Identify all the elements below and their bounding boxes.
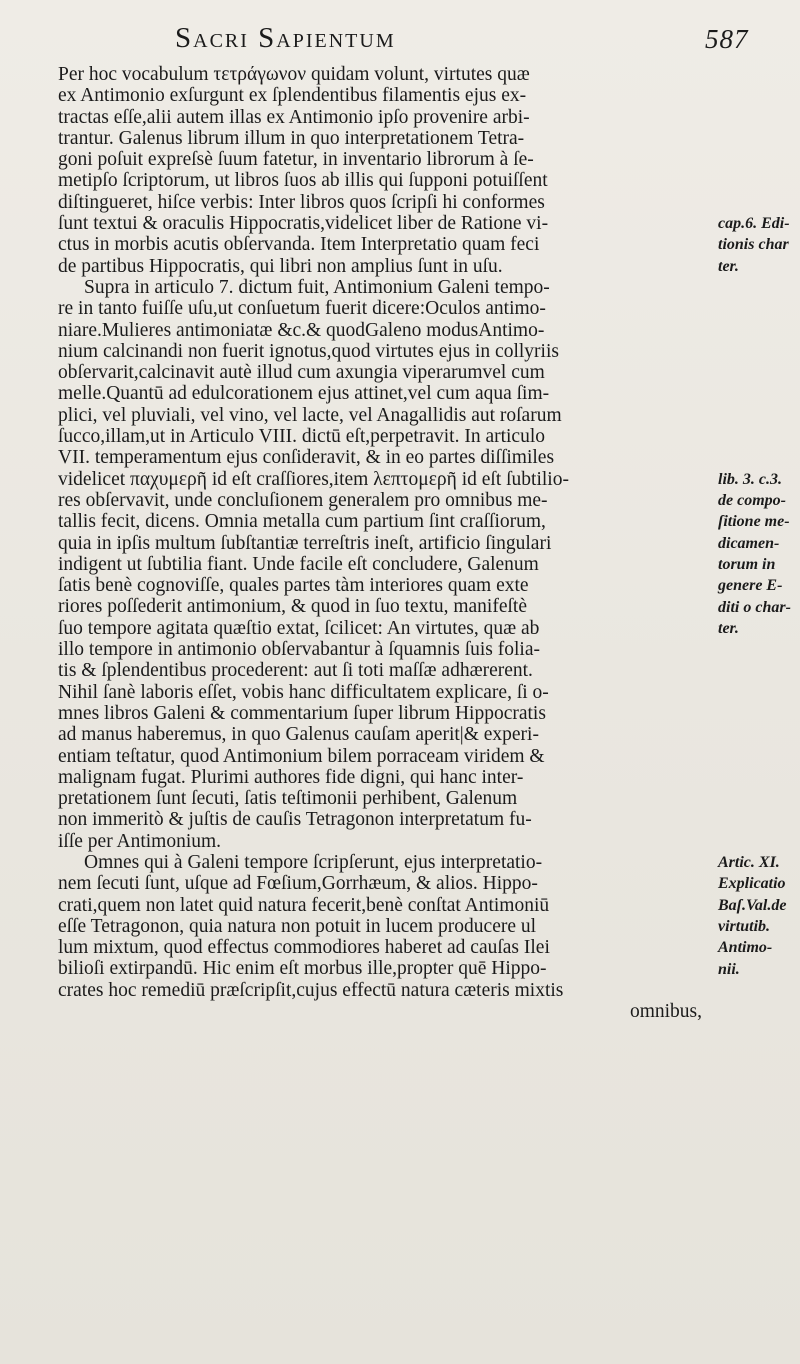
text-line: omnibus, [629,1001,702,1023]
text-line: res obſervavit, unde concluſionem generalem pro omnibus me- [58,489,548,511]
text-line: ctus in morbis acutis obſervanda. Item Interpretatio quam feci [58,234,540,256]
text-line: metipſo ſcriptorum, ut libros ſuos ab illis qui ſupponi potuiſſent [58,170,548,192]
text-line: de partibus Hippocratis, qui libri non amplius ſunt in uſu. [58,255,503,277]
text-line: tallis fecit, dicens. Omnia metalla cum partium ſint craſſiorum, [58,511,546,533]
text-line: nem ſecuti ſunt, uſque ad Fœſium,Gorrhæum, & alios. Hippo- [58,873,538,895]
text-line: eſſe Tetragonon, quia natura non potuit in lucem producere ul [58,915,537,937]
text-line: Omnes qui à Galeni tempore ſcripſerunt, ejus interpretatio- [84,851,543,873]
text-line: mnes libros Galeni & commentarium ſuper librum Hippocratis [58,702,546,724]
margin-note: virtutib. [718,918,771,935]
margin-note: nii. [718,960,740,978]
text-line: VII. temperamentum ejus conſideravit, & in eo partes diſſimiles [58,447,555,469]
text-line: Nihil ſanè laboris eſſet, vobis hanc difficultatem explicare, ſi o- [58,681,549,703]
text-line: melle.Quantū ad edulcorationem ejus attinet,vel cum aqua ſim- [58,383,550,405]
margin-note: torum in [718,555,776,573]
text-line: Supra in articulo 7. dictum fuit, Antimonium Galeni tempo- [84,276,550,298]
text-line: crati,quem non latet quid natura fecerit,benè conſtat Antimoniū [58,894,550,916]
margin-note: Explicatio [718,875,786,893]
text-line: ex Antimonio exſurgunt ex ſplendentibus filamentis ejus ex- [58,85,527,107]
text-line: trantur. Galenus librum illum in quo interpretationem Tetra- [58,127,525,149]
text-line: non immeritò & juſtis de cauſis Tetragonon interpretatum fu- [58,809,532,831]
text-line: pretationem ſunt ſecuti, ſatis teſtimonii perhibent, Galenum [58,788,518,810]
page-number: 587 [705,24,749,54]
text-line: diſtingueret, hiſce verbis: Inter libros quos ſcripſi hi conformes [58,191,545,213]
text-line: ſucco,illam,ut in Articulo VIII. dictū eſt,perpetravit. In articulo [58,426,545,448]
text-line: ſatis benè cognoviſſe, quales partes tàm interiores quam exte [58,575,529,597]
text-line: entiam teſtatur, quod Antimonium bilem porraceam viridem & [58,745,545,767]
text-line: nium calcinandi non fuerit ignotus,quod virtutes ejus in collyriis [58,340,559,362]
page-header [0,22,800,62]
text-line: tractas eſſe,alii autem illas ex Antimonio ipſo provenire arbi- [58,106,530,128]
text-line: riores poſſederit antimonium, & quod in ſuo textu, manifeſtè [58,596,527,618]
margin-note: cap.6. Edi- [718,215,790,233]
text-line: ſuo tempore agitata quæſtio extat, ſcilicet: An virtutes, quæ ab [58,617,540,639]
margin-note: de compo- [718,492,786,509]
margin-note: dicamen- [718,534,780,552]
margin-note: lib. 3. c.3. [718,470,782,488]
margin-note: ter. [718,619,739,637]
text-line: obſervarit,calcinavit autè illud cum axungia viperarumvel cum [58,362,545,384]
margin-note: ter. [718,257,739,275]
body-text [58,64,710,1022]
text-line: crates hoc remediū præſcripſit,cujus effectū natura cæteris mixtis [58,979,564,1001]
text-line: Per hoc vocabulum τετράγωνον quidam volunt, virtutes quæ [58,64,530,85]
margin-note: Artic. XI. [718,854,780,872]
text-line: plici, vel pluviali, vel vino, vel lacte, vel Anagallidis aut roſarum [58,404,562,426]
margin-note: ſitione me- [718,513,790,531]
text-line: re in tanto fuiſſe uſu,ut conſuetum fuerit dicere:Oculos antimo- [58,298,546,320]
margin-note: Baſ.Val.de [718,896,787,914]
margin-note: genere E- [718,577,783,595]
text-line: ad manus haberemus, in quo Galenus cauſam aperit|& experi- [58,724,539,746]
text-line: iſſe per Antimonium. [58,830,222,852]
text-line: illo tempore in antimonio obſervabantur à ſquamnis ſuis folia- [58,639,540,661]
text-line: videlicet παχυμερῆ id eſt craſſiores,item λεπτομερῆ id eſt ſubtilio- [58,468,569,490]
text-line: ſunt textui & oraculis Hippocratis,videlicet liber de Ratione vi- [58,213,549,235]
text-line: tis & ſplendentibus procederent: aut ſi toti maſſæ adhærerent. [58,660,533,682]
running-title: Sacri Sapientum [175,22,396,54]
margin-note: tionis char [718,236,789,254]
text-line: lum mixtum, quod effectus commodiores haberet ad cauſas Ilei [58,937,550,959]
margin-note: diti o char- [718,598,791,616]
text-line: niare.Mulieres antimoniatæ &c.& quodGaleno modusAntimo- [58,319,545,341]
text-line: goni poſuit expreſsè ſuum fatetur, in inventario librorum à ſe- [58,149,534,171]
text-line: malignam fugat. Plurimi authores fide digni, qui hanc inter- [58,766,524,788]
text-line: indigent ut ſubtilia fiant. Unde facile eſt concludere, Galenum [58,553,539,575]
text-line: quia in ipſis multum ſubſtantiæ terreſtris ineſt, artificio ſingulari [58,532,552,554]
text-line: bilioſi extirpandū. Hic enim eſt morbus ille,propter quē Hippo- [58,958,547,980]
margin-note: Antimo- [718,939,773,957]
